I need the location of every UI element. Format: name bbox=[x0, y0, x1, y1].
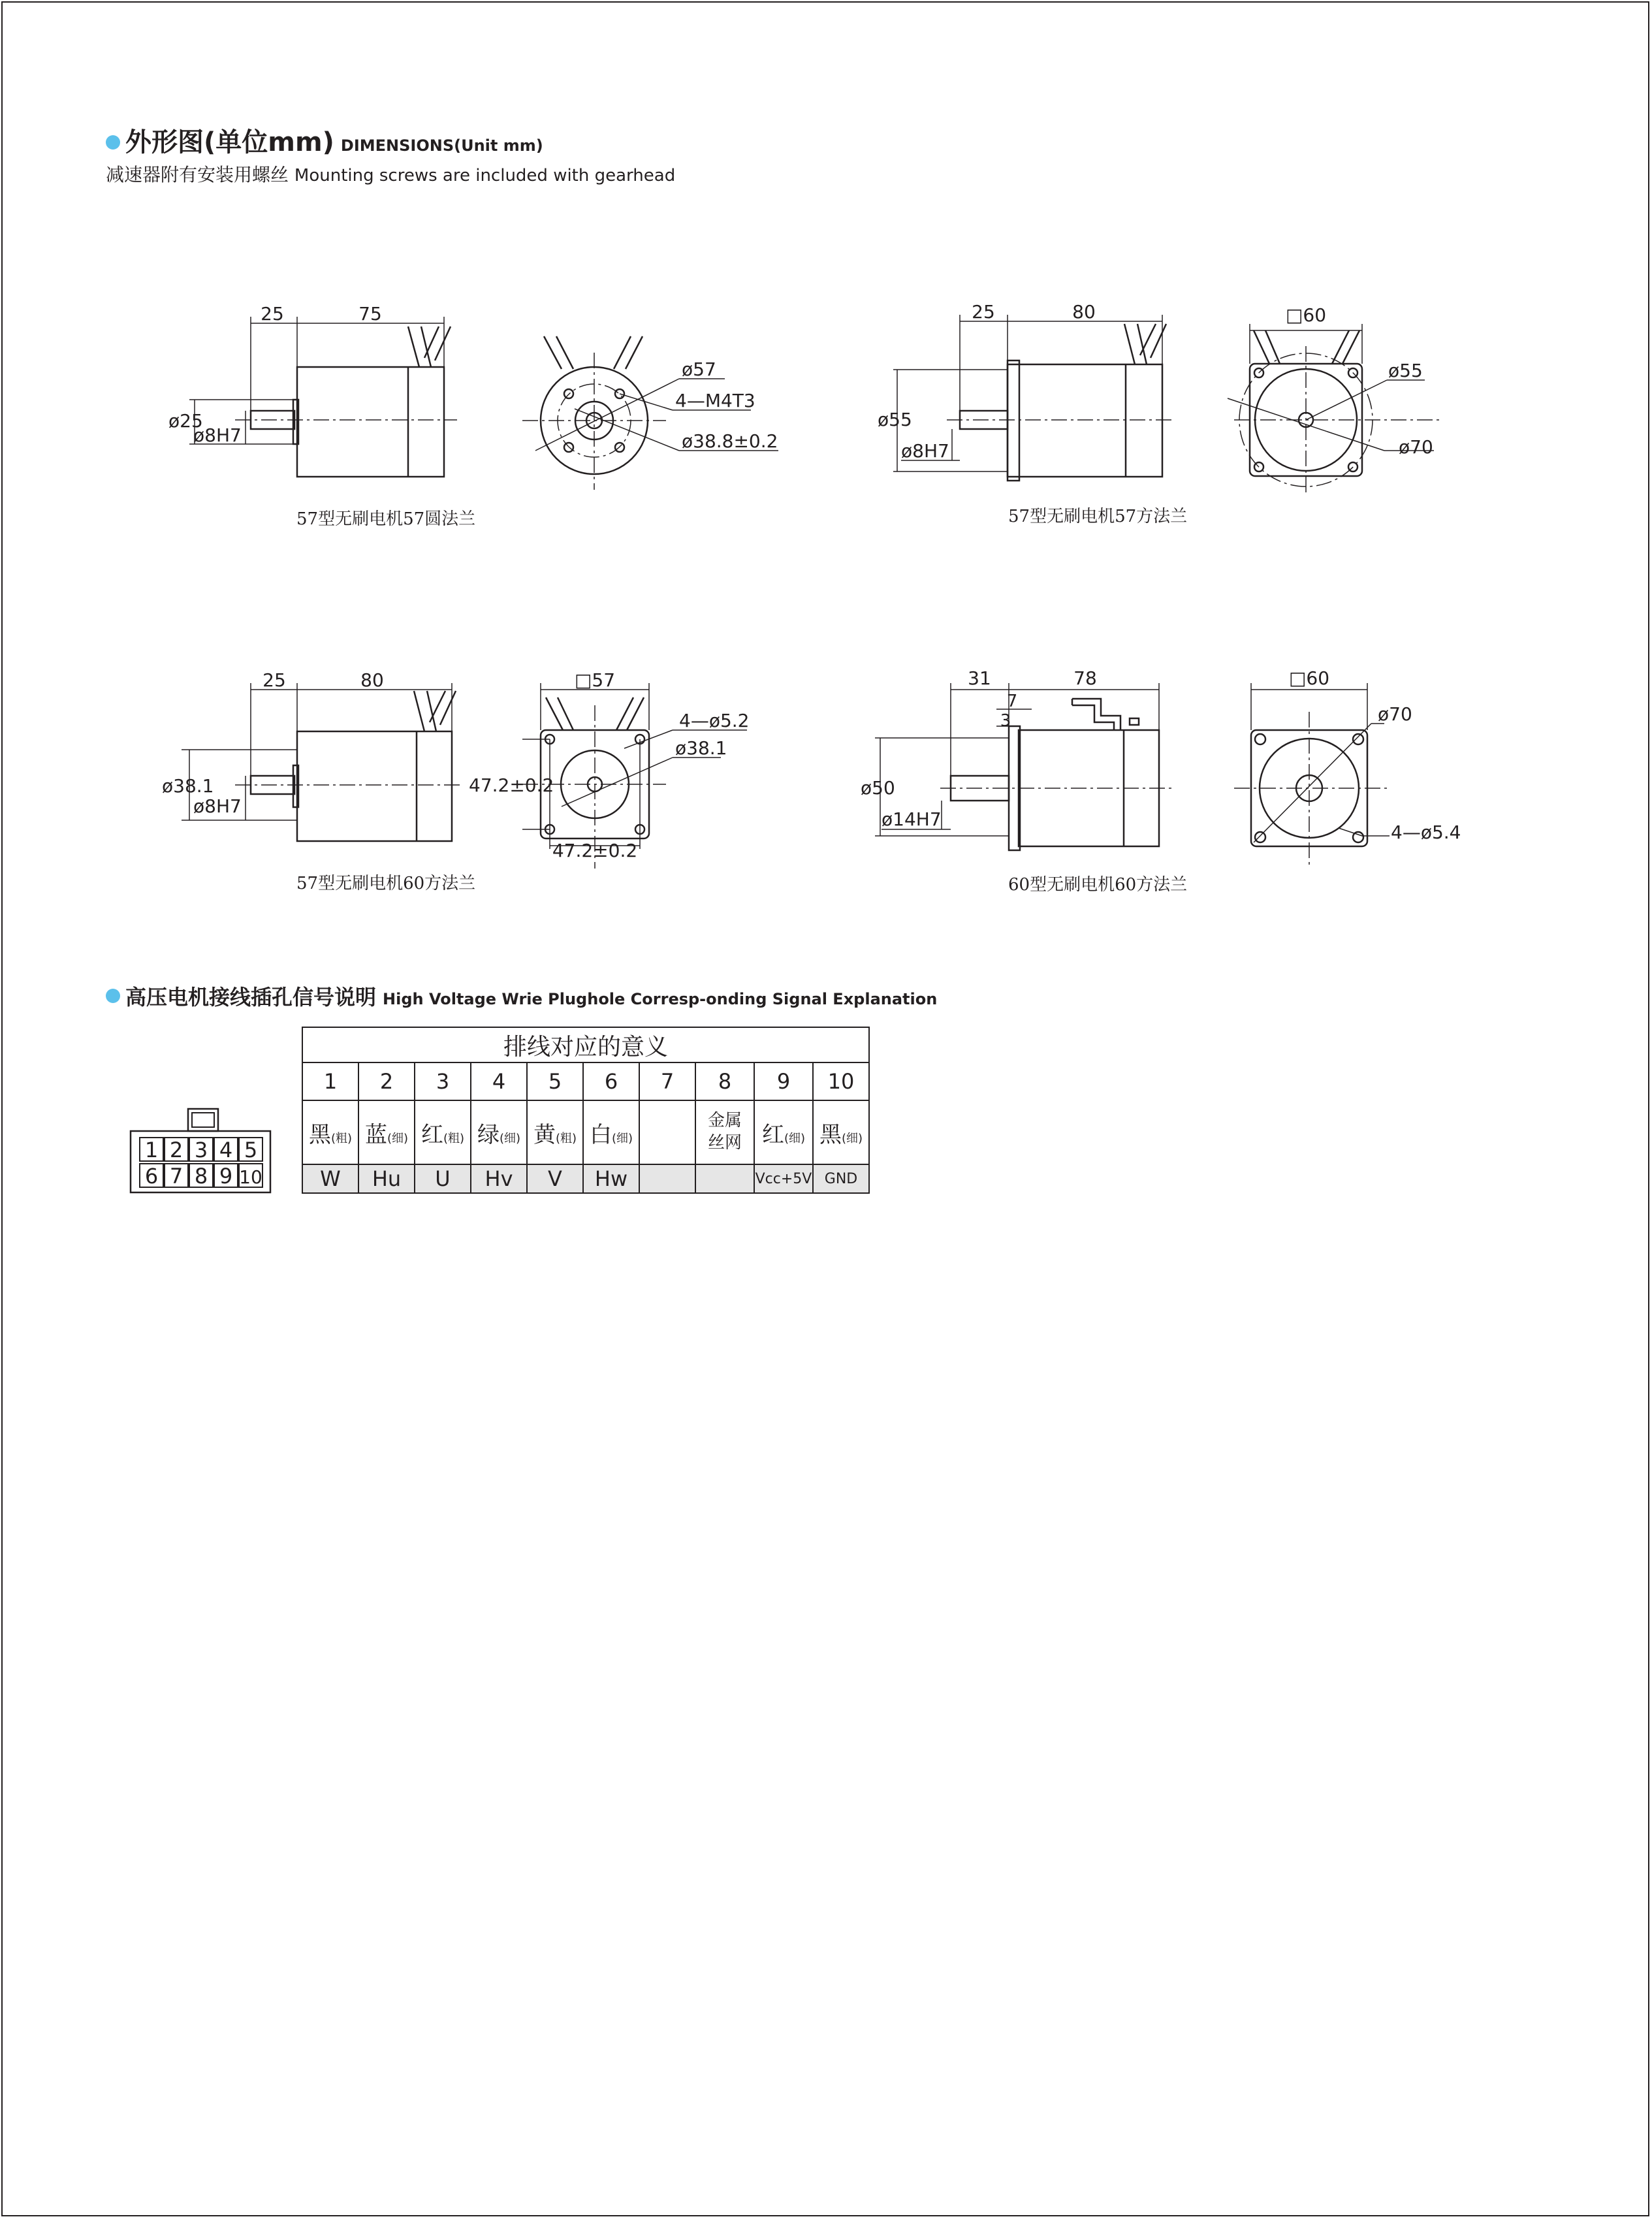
d1-front-view bbox=[522, 336, 778, 490]
d2-dim-circle: ø55 bbox=[1388, 360, 1423, 381]
signal-title-en: High Voltage Wrie Plughole Corresp-onding Signal Explanation bbox=[383, 990, 938, 1008]
d3-dim-body: 80 bbox=[360, 669, 384, 691]
d2-dim-square: □60 bbox=[1285, 304, 1327, 326]
d4-dim-holes: 4—ø5.4 bbox=[1391, 822, 1461, 843]
d4-front-view bbox=[1234, 683, 1391, 869]
d1-dim-pilot: ø25 bbox=[168, 410, 203, 432]
d1-dim-screws: 4—M4T3 bbox=[675, 390, 755, 411]
d1-dim-bore: ø8H7 bbox=[193, 424, 242, 446]
d4-caption: 60型无刷电机60方法兰 bbox=[1008, 875, 1188, 895]
d1-dim-body: 75 bbox=[358, 303, 382, 325]
d1-dim-shaft: 25 bbox=[261, 303, 284, 325]
mounting-note-zh: 减速器附有安装用螺丝 bbox=[106, 164, 289, 185]
pin-cell: 7 bbox=[639, 1062, 695, 1100]
pin-cell: 9 bbox=[754, 1062, 813, 1100]
d3-dim-pitch-v: 47.2±0.2 bbox=[469, 774, 554, 796]
pin-cell: 10 bbox=[813, 1062, 869, 1100]
d2-dim-body: 80 bbox=[1072, 301, 1096, 323]
pin-cell: 8 bbox=[695, 1062, 754, 1100]
d1-dim-pcd: ø38.8±0.2 bbox=[682, 430, 778, 452]
color-cell: 黑(粗) bbox=[302, 1100, 358, 1164]
d1-dim-outer: ø57 bbox=[682, 359, 716, 380]
table-row-signals bbox=[302, 1164, 869, 1193]
d3-dim-pitch-h: 47.2±0.2 bbox=[552, 840, 638, 861]
d4-dim-pilot: ø50 bbox=[861, 777, 895, 799]
d1-caption: 57型无刷电机57圆法兰 bbox=[296, 509, 476, 529]
d2-dim-bore: ø8H7 bbox=[901, 440, 949, 462]
pin-cell: 3 bbox=[415, 1062, 471, 1100]
pin-cell: 6 bbox=[583, 1062, 639, 1100]
dimension-drawings bbox=[0, 0, 1652, 966]
connector-pin: 9 bbox=[219, 1164, 233, 1189]
connector-pin: 10 bbox=[239, 1166, 262, 1188]
signal-header bbox=[106, 981, 937, 1011]
connector-pin: 4 bbox=[219, 1138, 233, 1162]
d2-dim-shaft: 25 bbox=[972, 301, 995, 323]
signal-cell: Vcc+5V bbox=[754, 1164, 813, 1193]
d2-dim-pilot: ø55 bbox=[878, 409, 912, 430]
d1-side-view bbox=[189, 317, 457, 477]
pin-cell: 5 bbox=[527, 1062, 583, 1100]
connector-pin: 1 bbox=[144, 1138, 159, 1162]
signal-cell: Hv bbox=[471, 1164, 527, 1193]
pin-cell: 1 bbox=[302, 1062, 358, 1100]
d4-dim-step: 3 bbox=[1000, 711, 1011, 731]
d4-dim-body: 78 bbox=[1073, 667, 1097, 689]
d3-dim-circle: ø38.1 bbox=[675, 737, 727, 759]
connector-pin: 6 bbox=[144, 1164, 159, 1189]
signal-cell: Hu bbox=[358, 1164, 415, 1193]
signal-cell: Hw bbox=[583, 1164, 639, 1193]
color-cell: 红(粗) bbox=[415, 1100, 471, 1164]
signal-cell: U bbox=[415, 1164, 471, 1193]
d3-side-view bbox=[182, 683, 464, 841]
bullet-icon bbox=[106, 989, 120, 1003]
d3-dim-shaft: 25 bbox=[262, 669, 286, 691]
color-cell: 绿(细) bbox=[471, 1100, 527, 1164]
dimensions-title-zh: 外形图(单位mm) bbox=[125, 127, 334, 157]
connector-diagram bbox=[129, 1097, 273, 1195]
table-row-pins bbox=[302, 1062, 869, 1100]
d3-caption: 57型无刷电机60方法兰 bbox=[296, 874, 476, 893]
signal-cell: W bbox=[302, 1164, 358, 1193]
signal-table bbox=[302, 1027, 870, 1194]
connector-pin: 5 bbox=[244, 1138, 258, 1162]
color-cell: 金属 丝网 bbox=[695, 1100, 754, 1164]
table-row-colors bbox=[302, 1100, 869, 1164]
d4-dim-shaft: 31 bbox=[968, 667, 991, 689]
d2-dim-pcd: ø70 bbox=[1399, 436, 1433, 458]
d3-dim-square: □57 bbox=[574, 669, 616, 691]
signal-cell bbox=[639, 1164, 695, 1193]
connector-pin: 7 bbox=[169, 1164, 183, 1189]
d2-caption: 57型无刷电机57方法兰 bbox=[1008, 507, 1188, 526]
signal-cell bbox=[695, 1164, 754, 1193]
pin-cell: 4 bbox=[471, 1062, 527, 1100]
signal-title-zh: 高压电机接线插孔信号说明 bbox=[125, 985, 377, 1010]
color-cell: 黑(细) bbox=[813, 1100, 869, 1164]
connector-pin: 3 bbox=[194, 1138, 208, 1162]
color-cell bbox=[639, 1100, 695, 1164]
color-cell: 白(细) bbox=[583, 1100, 639, 1164]
signal-cell: V bbox=[527, 1164, 583, 1193]
pin-cell: 2 bbox=[358, 1062, 415, 1100]
d2-front-view bbox=[1228, 324, 1443, 496]
color-cell: 蓝(细) bbox=[358, 1100, 415, 1164]
d4-dim-bore: ø14H7 bbox=[882, 808, 942, 830]
table-header: 排线对应的意义 bbox=[302, 1027, 869, 1062]
color-cell: 黄(粗) bbox=[527, 1100, 583, 1164]
d4-dim-square: □60 bbox=[1288, 667, 1330, 689]
signal-cell: GND bbox=[813, 1164, 869, 1193]
connector-pin: 2 bbox=[169, 1138, 183, 1162]
mounting-note-en: Mounting screws are included with gearhead bbox=[294, 166, 676, 185]
d3-dim-bore: ø8H7 bbox=[193, 795, 242, 817]
d4-dim-flange: 7 bbox=[1006, 692, 1018, 711]
connector-pin: 8 bbox=[194, 1164, 208, 1189]
color-cell: 红(细) bbox=[754, 1100, 813, 1164]
d3-dim-pilot: ø38.1 bbox=[162, 775, 214, 797]
d3-dim-holes: 4—ø5.2 bbox=[679, 710, 750, 731]
dimensions-title-en: DIMENSIONS(Unit mm) bbox=[340, 136, 543, 155]
d4-dim-pcd: ø70 bbox=[1378, 703, 1412, 725]
